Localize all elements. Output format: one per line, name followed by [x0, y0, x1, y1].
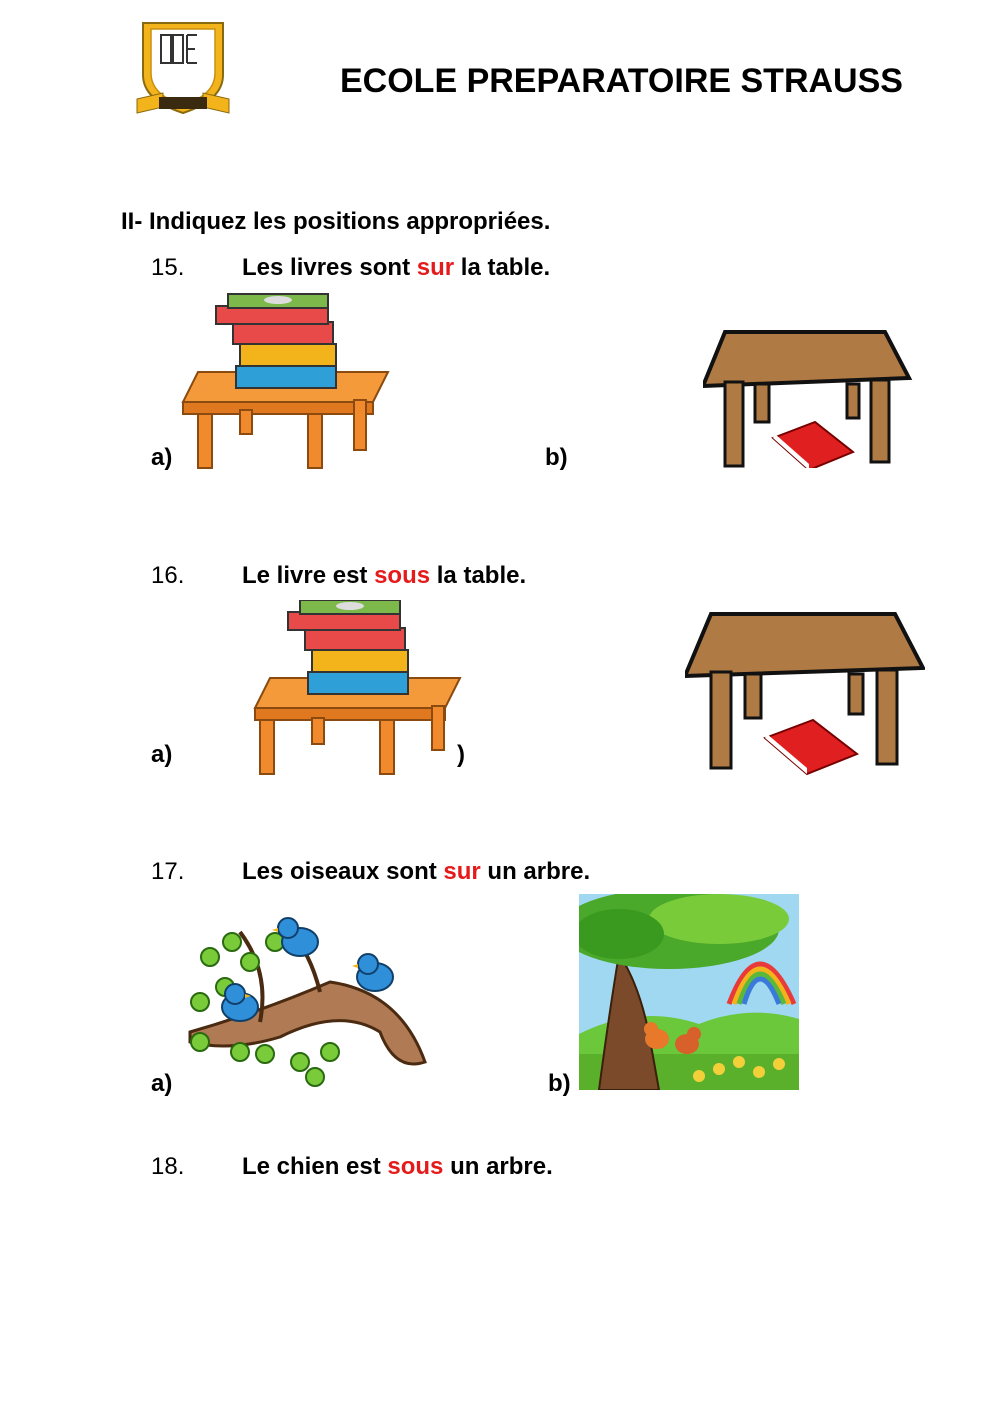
question-number: 16.	[151, 562, 185, 589]
option-b-label: b)	[545, 444, 568, 471]
birds-on-branch-icon[interactable]	[180, 912, 430, 1090]
school-name: ECOLE PREPARATOIRE STRAUSS	[340, 62, 903, 100]
question-text: Le livre est sous la table.	[242, 562, 527, 589]
school-logo-icon	[133, 15, 233, 120]
question-text: Les oiseaux sont sur un arbre.	[242, 858, 591, 885]
question-text: Les livres sont sur la table.	[242, 254, 551, 281]
option-a-label: a)	[151, 1070, 173, 1097]
option-b-label: b)	[548, 1070, 571, 1097]
question-text: Le chien est sous un arbre.	[242, 1153, 553, 1180]
option-a-label: a)	[151, 741, 173, 768]
question-number: 18.	[151, 1153, 185, 1180]
books-on-table-icon[interactable]	[250, 600, 465, 778]
books-on-table-icon[interactable]	[178, 292, 393, 470]
option-b-label: )	[457, 741, 465, 768]
birds-under-tree-icon[interactable]	[579, 894, 799, 1090]
question-number: 15.	[151, 254, 185, 281]
section-title: II- Indiquez les positions appropriées.	[121, 208, 551, 235]
question-number: 17.	[151, 858, 185, 885]
book-under-table-icon[interactable]	[685, 612, 925, 780]
book-under-table-icon[interactable]	[703, 330, 913, 468]
option-a-label: a)	[151, 444, 173, 471]
